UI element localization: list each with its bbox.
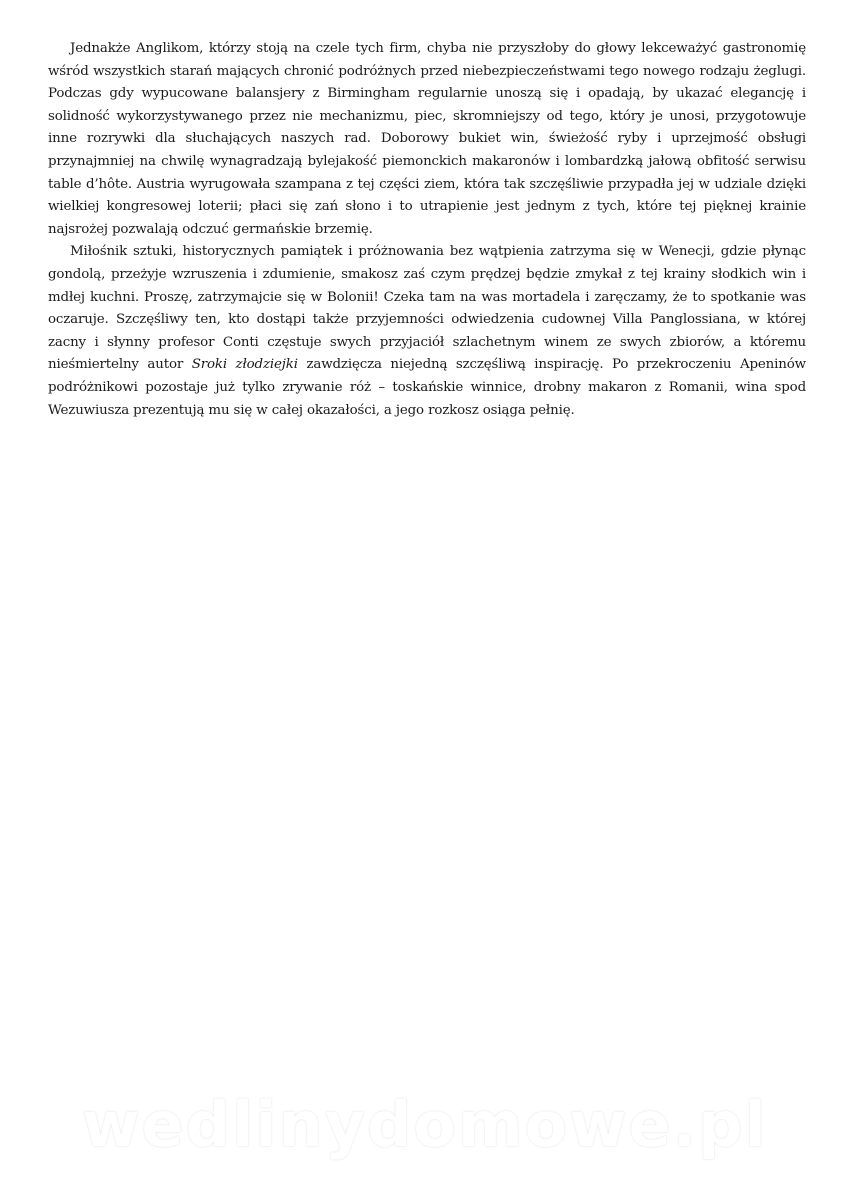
book-title-italic: Sroki złodziejki — [191, 357, 298, 373]
site-watermark: wedlinydomowe.pl — [82, 1088, 768, 1161]
paragraph-2-text-start: Miłośnik sztuki, historycznych pamiątek i próżnowania bez wątpienia zatrzyma się w Wenecji, gdzie płynąc gondolą, przeżyje wzruszenia i zdumienie, smakosz zaś czym prędzej będzie zmykał z tej krainy słodkich win i mdłej kuchni. Proszę, zatrzymajcie się w Bolonii! Czeka tam na was mortadela i zaręczamy, że to spotkanie was oczaruje. Szczęśliwy ten, kto dostąpi także przyjemności odwiedzenia cudownej Villa Panglossiana, w której zacny i słynny profesor Conti częstuje swych przyjaciół szlachetnym winem ze swych zbiorów, a któremu nieśmiertelny autor — [48, 244, 806, 373]
paragraph-1-text: Jednakże Anglikom, którzy stoją na czele tych firm, chyba nie przyszłoby do głowy lekceważyć gastronomię wśród wszystkich starań mających chronić podróżnych przed niebezpieczeństwami tego nowego rodzaju żeglugi. Podczas gdy wypucowane balansjery z Birmingham regularnie unoszą się i opadają, by ukazać elegancję i solidność wykorzystywanego przez nie mechanizmu, piec, skromniejszy od tego, który je unosi, przygotowuje inne rozrywki dla słuchających naszych rad. Doborowy bukiet win, świeżość ryby i uprzejmość obsługi przynajmniej na chwilę wynagradzają bylejakość piemonckich makaronów i lombardzką jałową obfitość serwisu table d’hôte. Austria wyrugowała szampana z tej części ziem, która tak szczęśliwie przypadła jej w udziale dzięki wielkiej kongresowej loterii; płaci się zań słono i to utrapienie jest jednym z tych, które tej pięknej krainie najsrożej pozwalają odczuć germańskie brzemię. — [48, 41, 806, 237]
paragraph-1 — [48, 38, 806, 241]
paragraph-2-text-end: zawdzięcza niejedną szczęśliwą inspirację. Po przekroczeniu Apeninów podróżnikowi pozostaje już tylko zrywanie róż – toskańskie winnice, drobny makaron z Romanii, wina spod Wezuwiusza prezentują mu się w całej okazałości, a jego rozkosz osiąga pełnię. — [48, 357, 806, 418]
paragraph-2 — [48, 241, 806, 422]
document-body — [48, 38, 806, 422]
